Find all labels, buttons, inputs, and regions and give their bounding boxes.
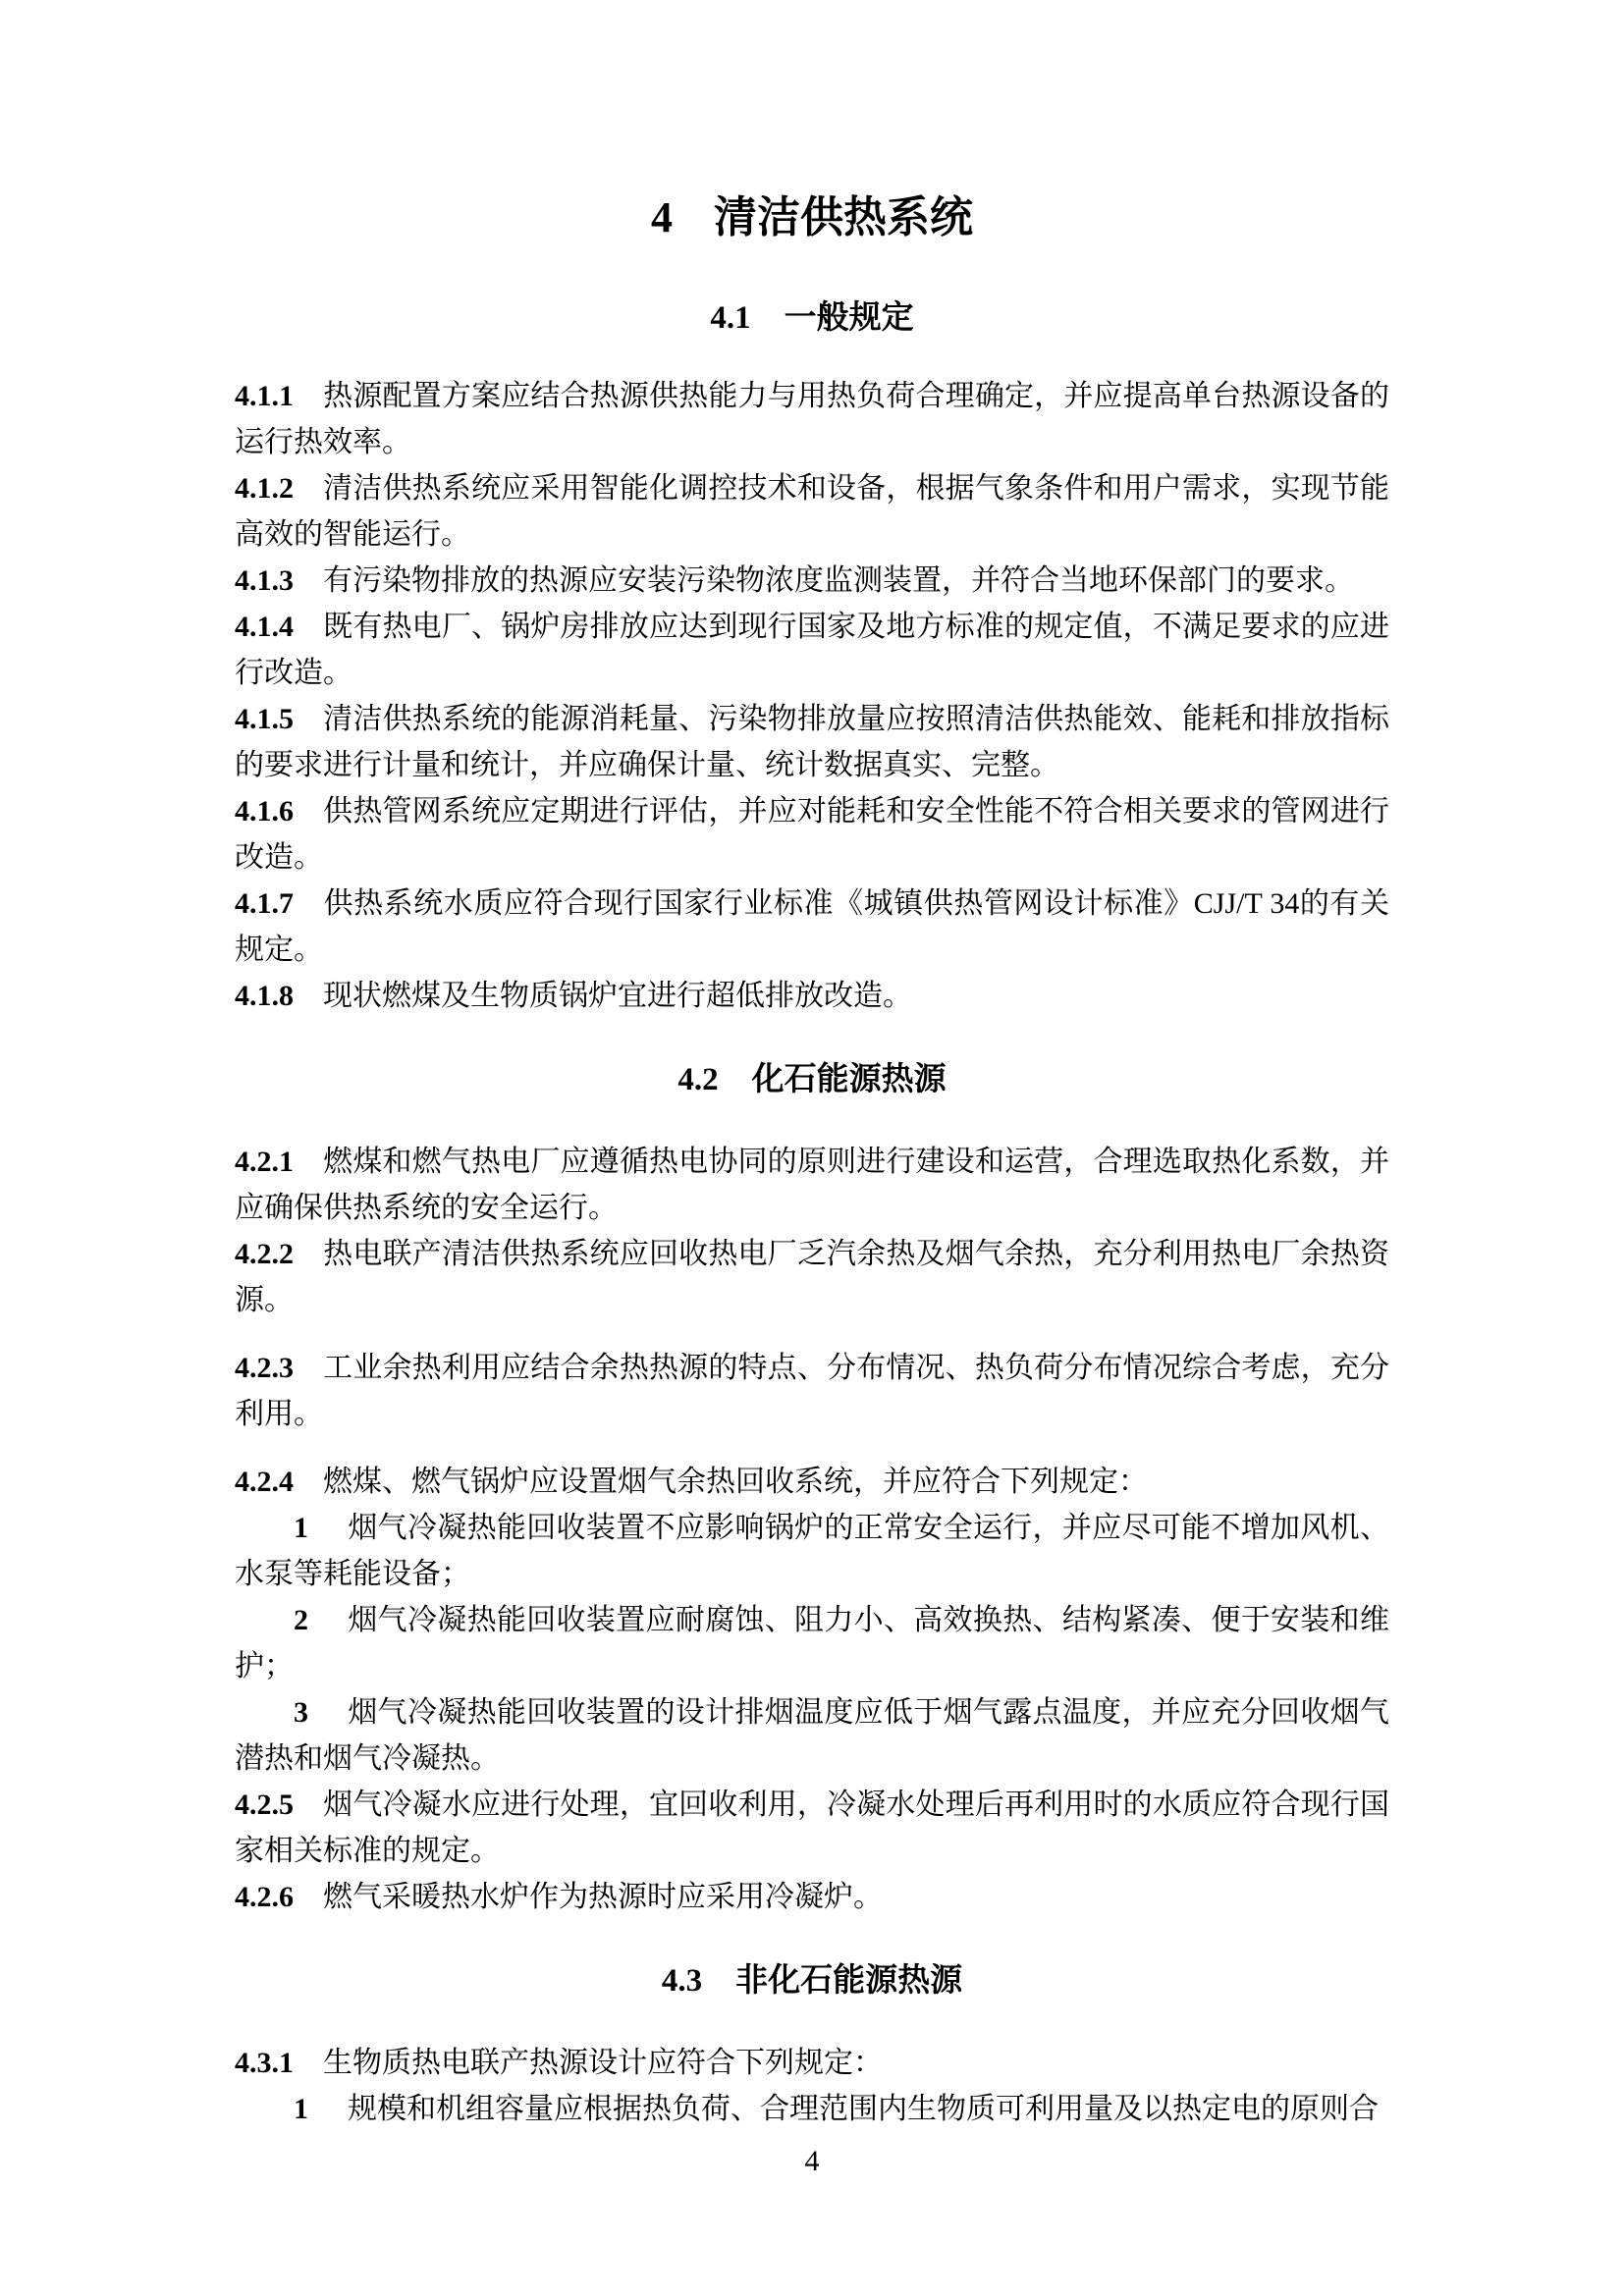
clause-text: 燃气采暖热水炉作为热源时应采用冷凝炉。 [323,1881,883,1913]
clause-number: 4.1.8 [235,980,294,1012]
clause-4-2-6 [235,1874,1389,1920]
section-heading-4-3 [235,1959,1389,2002]
clause-number: 4.1.2 [235,472,294,505]
clause-4-1-8 [235,973,1389,1019]
section-heading-4-1 [235,296,1389,340]
clause-number: 4.3.1 [235,2047,294,2079]
clause-text: 热源配置方案应结合热源供热能力与用热负荷合理确定，并应提高单台热源设备的运行热效率。 [235,380,1389,458]
subitem-text: 规模和机组容量应根据热负荷、合理范围内生物质可利用量及以热定电的原则合 [348,2093,1379,2125]
clause-4-2-3 [235,1345,1389,1437]
page-content [235,194,1389,2132]
section-number: 4.3 [661,1963,703,1999]
subitem-4-2-4-3 [235,1689,1389,1782]
clause-text: 现状燃煤及生物质锅炉宜进行超低排放改造。 [323,980,912,1012]
clause-4-2-2 [235,1231,1389,1323]
section-heading-4-2 [235,1058,1389,1101]
clause-4-1-3 [235,558,1389,604]
chapter-number: 4 [651,193,673,241]
clause-number: 4.1.3 [235,564,294,597]
clause-text: 清洁供热系统应采用智能化调控技术和设备，根据气象条件和用户需求，实现节能高效的智能运行。 [235,472,1389,551]
clause-number: 4.1.4 [235,611,294,643]
clause-4-3-1 [235,2040,1389,2086]
subitem-text: 烟气冷凝热能回收装置不应影响锅炉的正常安全运行，并应尽可能不增加风机、水泵等耗能设备； [235,1512,1389,1590]
clause-number: 4.2.1 [235,1146,294,1178]
subitem-text: 烟气冷凝热能回收装置的设计排烟温度应低于烟气露点温度，并应充分回收烟气潜热和烟气冷凝热。 [235,1696,1389,1775]
subitem-number: 1 [294,2093,308,2125]
subitem-number: 1 [294,1512,308,1544]
subitem-text: 烟气冷凝热能回收装置应耐腐蚀、阻力小、高效换热、结构紧凑、便于安装和维护； [235,1604,1389,1682]
chapter-title: 清洁供热系统 [714,193,973,241]
clause-text: 有污染物排放的热源应安装污染物浓度监测装置，并符合当地环保部门的要求。 [323,564,1354,597]
clause-number: 4.2.5 [235,1789,294,1821]
subitem-number: 2 [294,1604,308,1636]
clause-4-2-4 [235,1459,1389,1505]
clause-4-1-2 [235,465,1389,558]
subitem-4-2-4-2 [235,1597,1389,1689]
clause-4-2-5 [235,1782,1389,1874]
clause-text: 工业余热利用应结合余热热源的特点、分布情况、热负荷分布情况综合考虑，充分利用。 [235,1352,1389,1430]
clause-text: 清洁供热系统的能源消耗量、污染物排放量应按照清洁供热能效、能耗和排放指标的要求进行计量和统计，并应确保计量、统计数据真实、完整。 [235,703,1389,781]
clause-text: 生物质热电联产热源设计应符合下列规定： [323,2047,883,2079]
subitem-4-3-1-1 [235,2086,1389,2132]
clause-text: 烟气冷凝水应进行处理，宜回收利用，冷凝水处理后再利用时的水质应符合现行国家相关标准的规定。 [235,1789,1389,1867]
clause-4-1-6 [235,788,1389,881]
clause-4-1-4 [235,604,1389,696]
subitem-4-2-4-1 [235,1505,1389,1597]
clause-number: 4.1.6 [235,795,294,828]
clause-number: 4.1.7 [235,887,294,920]
section-number: 4.2 [677,1062,719,1097]
section-title: 一般规定 [784,300,914,336]
clause-4-1-7 [235,881,1389,973]
section-title: 化石能源热源 [751,1062,947,1097]
clause-4-1-5 [235,696,1389,788]
clause-text: 燃煤和燃气热电厂应遵循热电协同的原则进行建设和运营，合理选取热化系数，并应确保供热系统的安全运行。 [235,1146,1389,1224]
clause-number: 4.2.3 [235,1352,294,1384]
clause-number: 4.1.5 [235,703,294,735]
clause-4-1-1 [235,373,1389,465]
subitem-number: 3 [294,1696,308,1729]
clause-number: 4.2.6 [235,1881,294,1913]
clause-text: 供热系统水质应符合现行国家行业标准《城镇供热管网设计标准》CJJ/T 34的有关规定。 [235,887,1389,966]
clause-text: 燃煤、燃气锅炉应设置烟气余热回收系统，并应符合下列规定： [323,1466,1148,1498]
clause-text: 既有热电厂、锅炉房排放应达到现行国家及地方标准的规定值，不满足要求的应进行改造。 [235,611,1389,689]
clause-number: 4.1.1 [235,380,294,412]
chapter-heading [235,194,1389,241]
clause-text: 热电联产清洁供热系统应回收热电厂乏汽余热及烟气余热，充分利用热电厂余热资源。 [235,1238,1389,1316]
clause-number: 4.2.4 [235,1466,294,1498]
clause-number: 4.2.2 [235,1238,294,1270]
clause-4-2-1 [235,1139,1389,1231]
section-title: 非化石能源热源 [735,1963,963,1999]
clause-text: 供热管网系统应定期进行评估，并应对能耗和安全性能不符合相关要求的管网进行改造。 [235,795,1389,874]
page-number: 4 [804,2145,820,2177]
section-number: 4.1 [710,300,751,336]
